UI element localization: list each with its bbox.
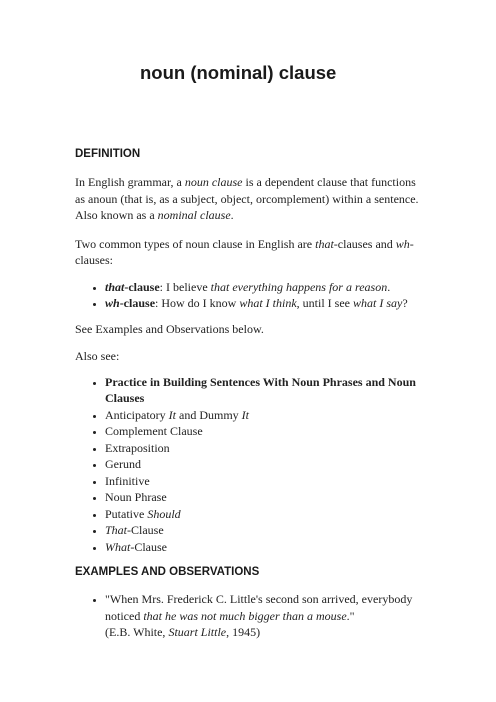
also-see-label: Also see:	[75, 349, 120, 363]
examples-list	[75, 591, 425, 641]
related-link-complement-clause[interactable]: • Complement Clause	[105, 423, 425, 440]
related-link-gerund[interactable]: • Gerund	[105, 456, 425, 473]
related-link-that-clause[interactable]: • That-Clause	[105, 522, 425, 539]
examples-heading: EXAMPLES AND OBSERVATIONS	[75, 566, 260, 578]
list-item-that-clause: • that-clause: I believe that everything happens for a reason.	[105, 279, 425, 296]
related-link-infinitive[interactable]: • Infinitive	[105, 473, 425, 490]
related-link-noun-phrase[interactable]: • Noun Phrase	[105, 489, 425, 506]
list-item-wh-clause: • wh-clause: How do I know what I think, until I see what I say?	[105, 295, 425, 312]
see-examples-text: See Examples and Observations below.	[75, 321, 264, 336]
types-paragraph: Two common types of noun clause in English are that-clauses and wh-clauses:	[75, 236, 414, 267]
related-topics-list	[75, 374, 425, 556]
related-link-extraposition[interactable]: • Extraposition	[105, 440, 425, 457]
definition-paragraph: In English grammar, a noun clause is a dependent clause that functions as anoun (that is, as a subject, object, orcomplement) within a sentence. Also known as a nominal clause.	[75, 175, 419, 222]
definition-heading: DEFINITION	[75, 148, 141, 160]
article-body	[75, 146, 425, 641]
example-quote: • "When Mrs. Frederick C. Little's second son arrived, everybody noticed that he was not much bigger than a mouse." (E.B. White, Stuart Little, 1945)	[105, 591, 425, 641]
related-link-practice[interactable]: • Practice in Building Sentences With Noun Phrases and Noun Clauses	[105, 374, 425, 407]
related-link-what-clause[interactable]: • What-Clause	[105, 539, 425, 556]
clause-types-list	[75, 279, 425, 312]
related-link-anticipatory-it[interactable]: • Anticipatory It and Dummy It	[105, 407, 425, 424]
related-link-putative-should[interactable]: • Putative Should	[105, 506, 425, 523]
page-title: noun (nominal) clause	[140, 62, 337, 83]
